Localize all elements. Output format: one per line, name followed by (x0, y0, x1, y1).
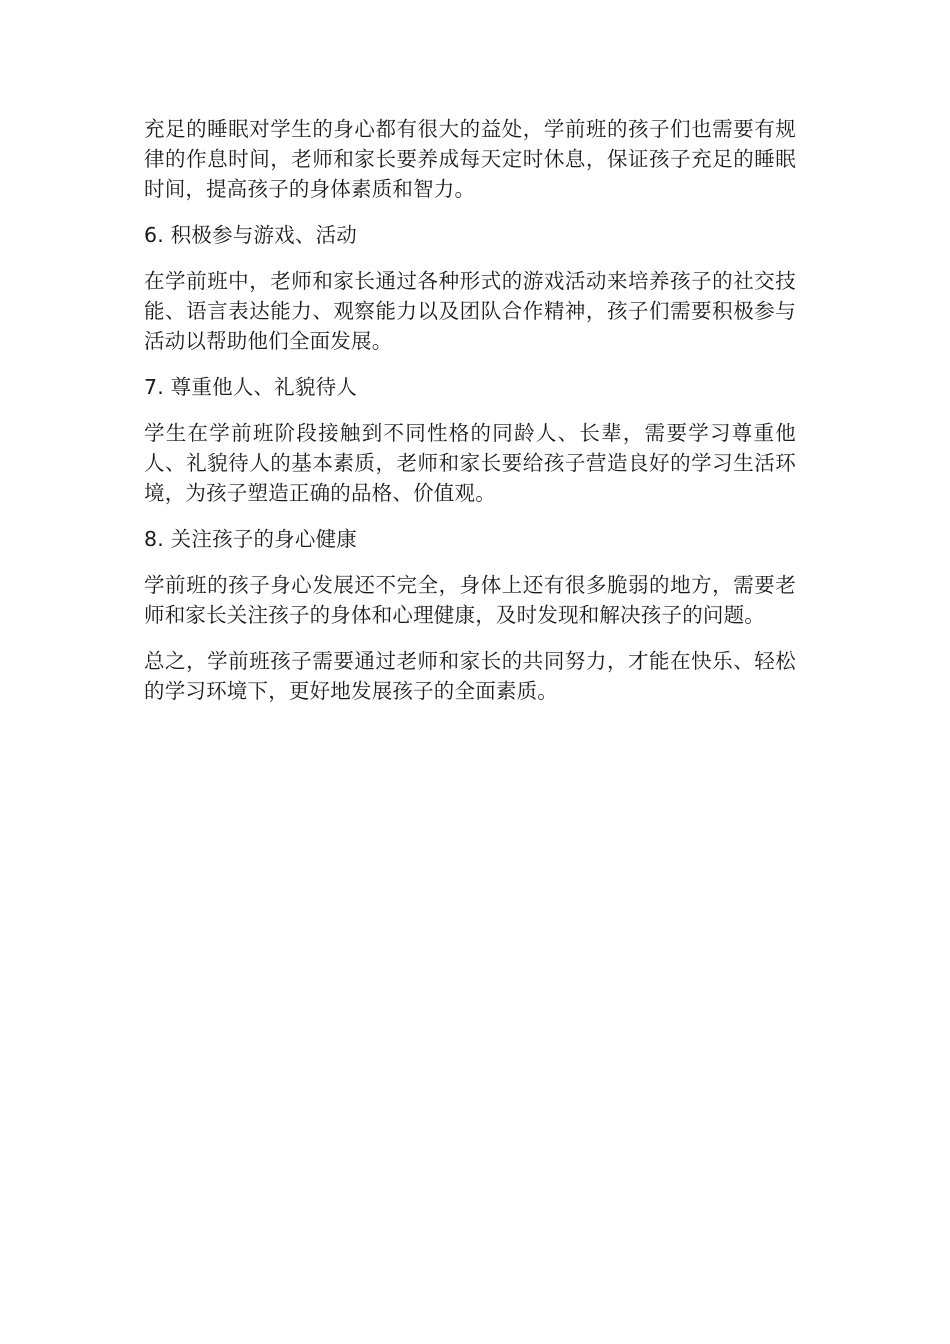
paragraph-health: 学前班的孩子身心发展还不完全，身体上还有很多脆弱的地方，需要老师和家长关注孩子的身体和心理健康，及时发现和解决孩子的问题。 (144, 573, 796, 627)
document-body (144, 114, 796, 722)
section-heading-6: 6. 积极参与游戏、活动 (144, 223, 357, 247)
paragraph-conclusion: 总之，学前班孩子需要通过老师和家长的共同努力，才能在快乐、轻松的学习环境下，更好地发展孩子的全面素质。 (144, 649, 796, 703)
paragraph-sleep: 充足的睡眠对学生的身心都有很大的益处，学前班的孩子们也需要有规律的作息时间，老师和家长要养成每天定时休息，保证孩子充足的睡眠时间，提高孩子的身体素质和智力。 (144, 117, 796, 201)
paragraph-respect: 学生在学前班阶段接触到不同性格的同龄人、长辈，需要学习尊重他人、礼貌待人的基本素质，老师和家长要给孩子营造良好的学习生活环境，为孩子塑造正确的品格、价值观。 (144, 421, 796, 505)
paragraph-activities: 在学前班中，老师和家长通过各种形式的游戏活动来培养孩子的社交技能、语言表达能力、观察能力以及团队合作精神，孩子们需要积极参与活动以帮助他们全面发展。 (144, 269, 796, 353)
section-heading-8: 8. 关注孩子的身心健康 (144, 527, 357, 551)
section-heading-7: 7. 尊重他人、礼貌待人 (144, 375, 357, 399)
